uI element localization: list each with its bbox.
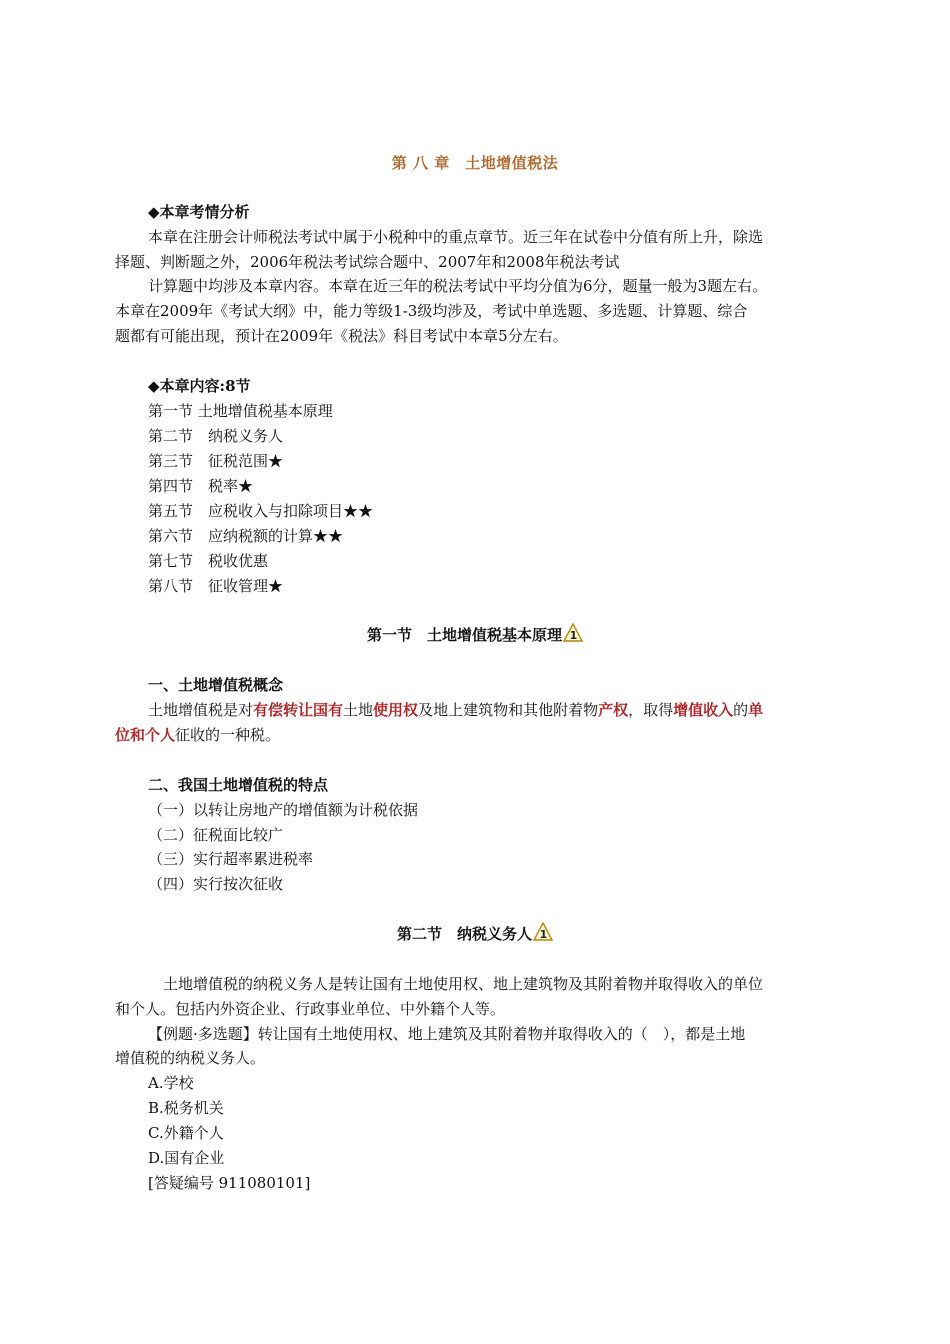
analysis-line: 本章在2009年《考试大纲》中，能力等级1-3级均涉及，考试中单选题、多选题、计算题、综合 — [115, 302, 748, 320]
answer-option: C.外籍个人 — [148, 1124, 224, 1142]
warning-icon — [533, 922, 553, 947]
analysis-line: 题都有可能出现，预计在2009年《税法》科目考试中本章5分左右。 — [115, 327, 568, 345]
highlight-text: 单 — [748, 701, 764, 719]
section-list-item: 第四节 税率★ — [148, 477, 254, 495]
section1-title: 第一节 土地增值税基本原理 — [366, 626, 562, 644]
section-list-item: 第一节 土地增值税基本原理 — [148, 402, 333, 420]
analysis-line: 本章在注册会计师税法考试中属于小税种中的重点章节。近三年在试卷中分值有所上升，除选 — [148, 228, 764, 246]
highlight-text: 有偿转让国有 — [253, 701, 344, 719]
section-list-item: 第八节 征收管理★ — [148, 577, 284, 595]
section1-title-row — [0, 623, 950, 648]
features-heading: 二、我国土地增值税的特点 — [148, 776, 329, 794]
obligor-paragraph-line: 和个人。包括内外资企业、行政事业单位、中外籍个人等。 — [115, 1000, 506, 1018]
feature-item: （三）实行超率累进税率 — [148, 850, 314, 868]
example-question-line: 【例题·多选题】转让国有土地使用权、地上建筑及其附着物并取得收入的（ ），都是土地 — [148, 1025, 746, 1043]
svg-text:1: 1 — [539, 928, 548, 941]
warning-icon — [563, 623, 583, 648]
concept-heading: 一、土地增值税概念 — [148, 676, 284, 694]
concept-line: 土地增值税是对有偿转让国有土地使用权及地上建筑物和其他附着物产权，取得增值收入的单 — [148, 701, 764, 719]
analysis-heading: ◆本章考情分析 — [148, 203, 250, 221]
chapter-title: 第 八 章 土地增值税法 — [391, 154, 559, 172]
analysis-line: 择题、判断题之外，2006年税法考试综合题中、2007年和2008年税法考试 — [115, 253, 620, 271]
highlight-text: 位和个人 — [115, 726, 176, 744]
feature-item: （二）征税面比较广 — [148, 826, 284, 844]
section-list-item: 第二节 纳税义务人 — [148, 427, 284, 445]
section2-title: 第二节 纳税义务人 — [396, 925, 532, 943]
answer-option: D.国有企业 — [148, 1149, 225, 1167]
qa-number: [答疑编号 911080101] — [148, 1174, 311, 1192]
analysis-line: 计算题中均涉及本章内容。本章在近三年的税法考试中平均分值为6分，题量一般为3题左右。 — [148, 277, 768, 295]
example-question-line: 增值税的纳税义务人。 — [115, 1049, 266, 1067]
highlight-text: 增值收入 — [673, 701, 734, 719]
answer-option: A.学校 — [148, 1074, 194, 1092]
contents-heading: ◆本章内容:8节 — [148, 377, 251, 395]
feature-item: （一）以转让房地产的增值额为计税依据 — [148, 801, 419, 819]
highlight-text: 产权 — [598, 701, 629, 719]
answer-option: B.税务机关 — [148, 1099, 224, 1117]
section-list-item: 第七节 税收优惠 — [148, 552, 269, 570]
concept-line: 位和个人征收的一种税。 — [115, 726, 281, 744]
section-list-item: 第三节 征税范围★ — [148, 452, 284, 470]
highlight-text: 使用权 — [373, 701, 419, 719]
feature-item: （四）实行按次征收 — [148, 875, 284, 893]
svg-text:1: 1 — [569, 629, 578, 642]
section-list-item: 第五节 应税收入与扣除项目★★ — [148, 502, 374, 520]
obligor-paragraph-line: 土地增值税的纳税义务人是转让国有土地使用权、地上建筑物及其附着物并取得收入的单位 — [148, 975, 764, 993]
section-list-item: 第六节 应纳税额的计算★★ — [148, 527, 344, 545]
section2-title-row — [0, 922, 950, 947]
